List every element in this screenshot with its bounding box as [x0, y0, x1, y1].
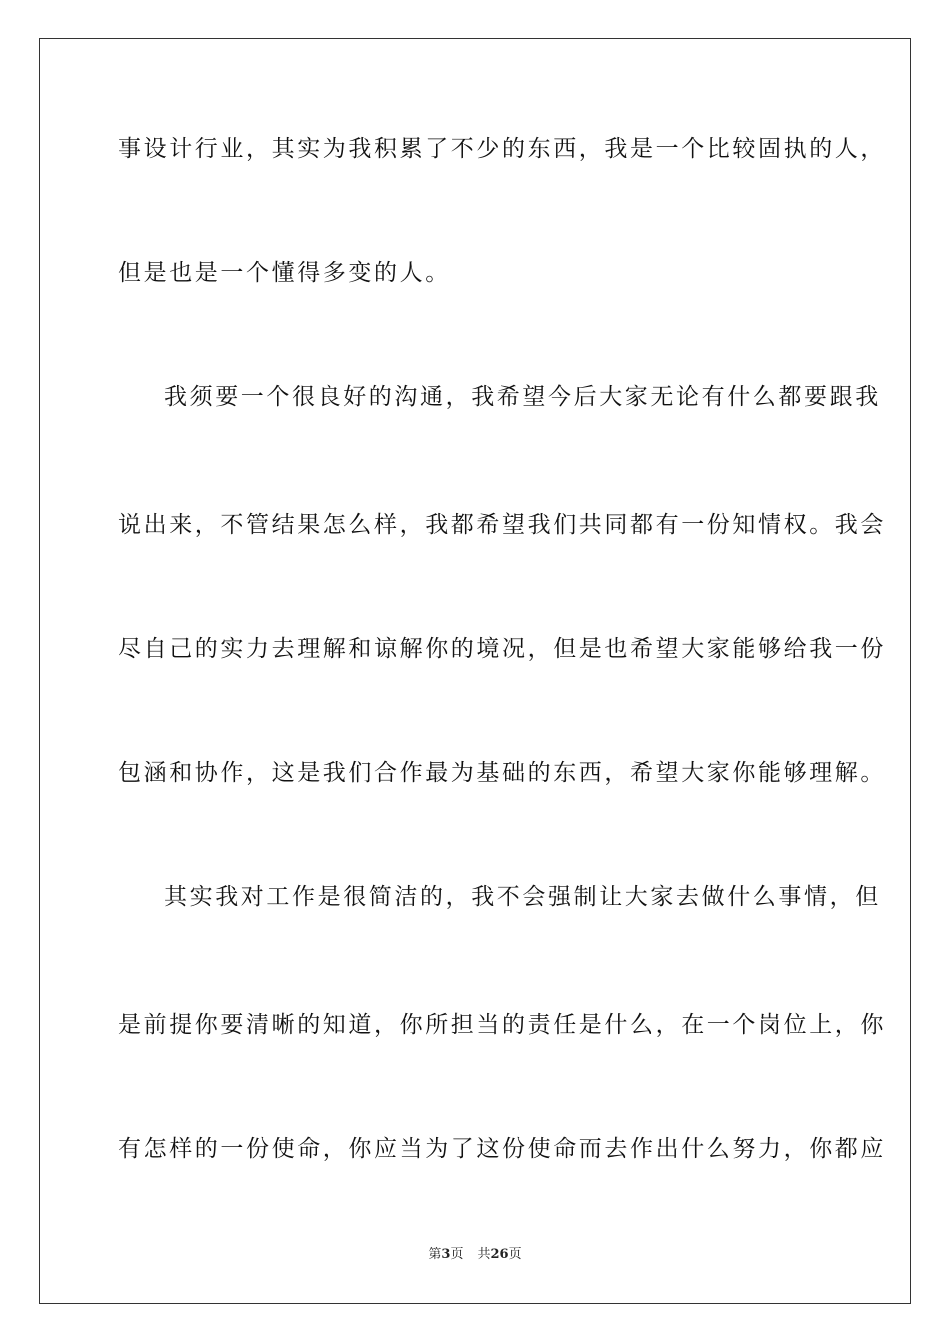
- paragraph-start-line: 其实我对工作是很简洁的，我不会强制让大家去做什么事情，但: [164, 884, 881, 910]
- page-suffix: 页: [450, 1247, 464, 1262]
- text-line: 说出来，不管结果怎么样，我都希望我们共同都有一份知情权。我会: [118, 512, 886, 538]
- total-pages: 26: [490, 1247, 509, 1262]
- page-footer: [0, 1245, 950, 1265]
- text-line: 事设计行业，其实为我积累了不少的东西，我是一个比较固执的人，: [118, 136, 886, 162]
- text-line: 但是也是一个懂得多变的人。: [118, 260, 451, 286]
- text-line: 包涵和协作，这是我们合作最为基础的东西，希望大家你能够理解。: [118, 760, 886, 786]
- page-prefix: 第: [428, 1247, 442, 1262]
- text-line: 有怎样的一份使命，你应当为了这份使命而去作出什么努力，你都应: [118, 1136, 886, 1162]
- page-frame: [39, 38, 911, 1304]
- total-suffix: 页: [508, 1247, 522, 1262]
- page-number: 3: [441, 1247, 451, 1262]
- total-prefix: 共: [477, 1247, 491, 1262]
- text-line: 尽自己的实力去理解和谅解你的境况，但是也希望大家能够给我一份: [118, 636, 886, 662]
- paragraph-start-line: 我须要一个很良好的沟通，我希望今后大家无论有什么都要跟我: [164, 384, 881, 410]
- text-line: 是前提你要清晰的知道，你所担当的责任是什么，在一个岗位上，你: [118, 1012, 886, 1038]
